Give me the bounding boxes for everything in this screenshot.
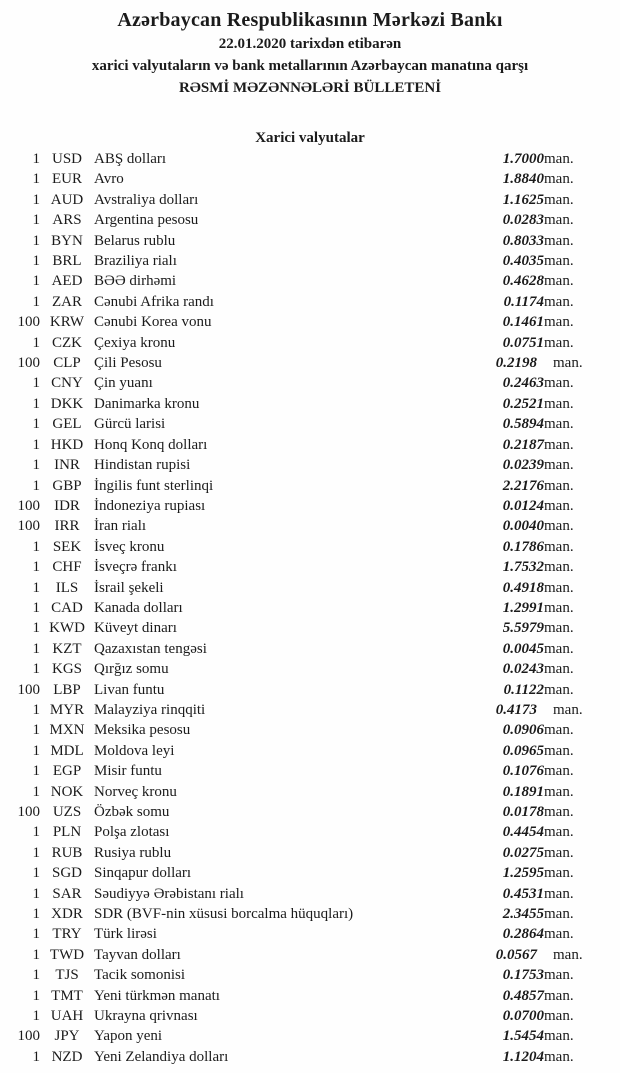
- currency-code-cell: NZD: [51, 1048, 83, 1065]
- currency-name-cell: Moldova leyi: [94, 742, 175, 759]
- quantity-cell: 100: [17, 681, 40, 698]
- unit-label-cell: man.: [544, 620, 574, 637]
- unit-label-cell: man.: [544, 1048, 574, 1065]
- currency-name-cell: Meksika pesosu: [94, 722, 191, 739]
- currency-code-cell: CAD: [51, 599, 83, 616]
- section-title-foreign-currencies: Xarici valyutalar: [255, 130, 365, 146]
- rate-value-cell: 0.0124: [502, 497, 544, 514]
- currency-row: [0, 537, 598, 557]
- currency-row: [0, 1006, 598, 1026]
- currency-row: [0, 394, 598, 414]
- currency-row: [0, 782, 598, 802]
- quantity-cell: 1: [32, 865, 40, 882]
- rate-value-cell: 0.0965: [502, 742, 544, 759]
- currency-row: [0, 578, 598, 598]
- currency-name-cell: Honq Konq dolları: [94, 436, 208, 453]
- quantity-cell: 100: [17, 518, 40, 535]
- quantity-cell: 1: [32, 1008, 40, 1025]
- unit-label-cell: man.: [544, 906, 574, 923]
- quantity-cell: 1: [32, 926, 40, 943]
- rate-value-cell: 1.1204: [502, 1048, 544, 1065]
- currency-name-cell: Səudiyyə Ərəbistanı rialı: [94, 885, 244, 902]
- currency-name-cell: Türk lirəsi: [94, 926, 157, 943]
- currency-name-cell: Rusiya rublu: [94, 844, 172, 861]
- currency-code-cell: GBP: [52, 477, 82, 494]
- currency-row: [0, 965, 598, 985]
- currency-row: [0, 312, 598, 332]
- currency-name-cell: BƏƏ dirhəmi: [94, 273, 177, 290]
- rate-value-cell: 1.2991: [502, 599, 544, 616]
- quantity-cell: 1: [32, 559, 40, 576]
- unit-label-cell: man.: [544, 375, 574, 392]
- unit-label-cell: man.: [544, 763, 574, 780]
- currency-code-cell: CHF: [52, 559, 82, 576]
- quantity-cell: 1: [32, 946, 40, 963]
- quantity-cell: 1: [32, 273, 40, 290]
- currency-name-cell: Çin yuanı: [94, 375, 153, 392]
- currency-row: [0, 945, 598, 965]
- rate-value-cell: 1.8840: [502, 171, 544, 188]
- currency-code-cell: GEL: [52, 416, 82, 433]
- currency-name-cell: SDR (BVF-nin xüsusi borcalma hüquqları): [94, 906, 354, 923]
- currency-name-cell: Malayziya rinqqiti: [94, 701, 206, 718]
- currency-name-cell: Yeni türkmən manatı: [94, 987, 220, 1004]
- quantity-cell: 1: [32, 191, 40, 208]
- currency-row: [0, 618, 598, 638]
- currency-code-cell: HKD: [50, 436, 84, 453]
- rate-value-cell: 0.2187: [502, 436, 544, 453]
- currency-name-cell: Küveyt dinarı: [94, 620, 177, 637]
- rate-value-cell: 0.1174: [503, 293, 544, 310]
- rate-value-cell: 0.2463: [502, 375, 544, 392]
- unit-label-cell: man.: [544, 293, 574, 310]
- currency-code-cell: BRL: [52, 253, 82, 270]
- unit-label-cell: man.: [544, 436, 574, 453]
- unit-label-cell: man.: [544, 212, 574, 229]
- unit-label-cell: man.: [544, 599, 574, 616]
- unit-label-cell: man.: [544, 722, 574, 739]
- currency-name-cell: Qazaxıstan tengəsi: [94, 640, 207, 657]
- currency-name-cell: Misir funtu: [94, 763, 162, 780]
- unit-label-cell: man.: [544, 273, 574, 290]
- quantity-cell: 1: [32, 599, 40, 616]
- currency-code-cell: IRR: [54, 518, 80, 535]
- currency-name-cell: Yeni Zelandiya dolları: [94, 1048, 229, 1065]
- effective-date-line: 22.01.2020 tarixdən etibarən: [218, 36, 402, 52]
- currency-code-cell: ARS: [52, 212, 82, 229]
- quantity-cell: 1: [32, 844, 40, 861]
- currency-row: [0, 169, 598, 189]
- currency-row: [0, 292, 598, 312]
- currency-row: [0, 190, 598, 210]
- currency-code-cell: KRW: [49, 314, 85, 331]
- currency-row: [0, 373, 598, 393]
- exchange-rate-table: [0, 149, 598, 1067]
- currency-row: [0, 884, 598, 904]
- currency-row: [0, 1026, 598, 1046]
- unit-label-cell: man.: [544, 334, 574, 351]
- currency-code-cell: ILS: [55, 579, 79, 596]
- rate-value-cell: 0.4628: [502, 273, 544, 290]
- currency-row: [0, 516, 598, 536]
- currency-row: [0, 822, 598, 842]
- rate-value-cell: 1.7532: [502, 559, 544, 576]
- quantity-cell: 1: [32, 293, 40, 310]
- currency-row: [0, 333, 598, 353]
- currency-code-cell: USD: [51, 151, 82, 167]
- quantity-cell: 1: [32, 824, 40, 841]
- currency-name-cell: İsveç kronu: [94, 538, 165, 555]
- rate-value-cell: 0.2198: [495, 355, 537, 372]
- unit-label-cell: man.: [544, 518, 574, 535]
- rate-value-cell: 2.2176: [502, 477, 544, 494]
- unit-label-cell: man.: [544, 314, 574, 331]
- currency-name-cell: Cənubi Afrika randı: [94, 293, 214, 310]
- currency-row: [0, 435, 598, 455]
- unit-label-cell: man.: [544, 579, 574, 596]
- currency-row: [0, 210, 598, 230]
- currency-code-cell: TMT: [51, 987, 83, 1004]
- currency-row: [0, 271, 598, 291]
- currency-code-cell: RUB: [51, 844, 83, 861]
- unit-label-cell: man.: [544, 416, 574, 433]
- rate-value-cell: 0.4531: [502, 885, 544, 902]
- unit-label-cell: man.: [544, 926, 574, 943]
- currency-name-cell: Danimarka kronu: [94, 395, 200, 412]
- currency-name-cell: Argentina pesosu: [94, 212, 199, 229]
- currency-row: [0, 353, 598, 373]
- unit-label-cell: man.: [544, 1008, 574, 1025]
- currency-row: [0, 659, 598, 679]
- currency-name-cell: Çexiya kronu: [94, 334, 176, 351]
- subtitle-line: xarici valyutaların və bank metallarının Azərbaycan manatına qarşı: [91, 58, 529, 74]
- unit-label-cell: man.: [544, 967, 574, 984]
- unit-label-cell: man.: [544, 987, 574, 1004]
- currency-code-cell: UZS: [52, 804, 82, 820]
- currency-code-cell: NOK: [50, 783, 84, 800]
- currency-name-cell: Sinqapur dolları: [94, 865, 192, 882]
- currency-code-cell: UAH: [50, 1008, 84, 1025]
- currency-name-cell: Polşa zlotası: [94, 824, 170, 841]
- rate-value-cell: 0.1461: [502, 314, 544, 331]
- currency-name-cell: Avro: [94, 171, 124, 188]
- unit-label-cell: man.: [544, 457, 574, 474]
- currency-code-cell: PLN: [52, 824, 82, 841]
- unit-label-cell: man.: [544, 1028, 574, 1045]
- quantity-cell: 1: [32, 436, 40, 453]
- unit-label-cell: man.: [544, 844, 574, 861]
- currency-name-cell: İran rialı: [94, 518, 147, 535]
- quantity-cell: 1: [32, 375, 40, 392]
- quantity-cell: 1: [32, 395, 40, 412]
- currency-name-cell: Braziliya rialı: [94, 253, 177, 270]
- currency-name-cell: Ukrayna qrivnası: [94, 1008, 198, 1025]
- currency-code-cell: INR: [54, 457, 80, 474]
- rate-value-cell: 0.4173: [495, 701, 537, 718]
- currency-code-cell: CZK: [52, 334, 82, 351]
- quantity-cell: 1: [32, 1048, 40, 1065]
- quantity-cell: 1: [32, 334, 40, 351]
- rate-value-cell: 5.5979: [502, 620, 544, 637]
- quantity-cell: 100: [17, 497, 40, 514]
- currency-code-cell: MDL: [50, 742, 84, 759]
- rate-value-cell: 0.5894: [502, 416, 544, 433]
- currency-code-cell: SEK: [52, 538, 82, 555]
- rate-value-cell: 0.0243: [502, 661, 544, 678]
- bank-title: Azərbaycan Respublikasının Mərkəzi Bankı: [117, 9, 503, 31]
- rate-value-cell: 0.0040: [502, 518, 544, 535]
- unit-label-cell: man.: [544, 538, 574, 555]
- rate-value-cell: 1.1625: [502, 191, 544, 208]
- quantity-cell: 1: [32, 987, 40, 1004]
- currency-code-cell: CLP: [53, 355, 81, 372]
- currency-name-cell: Norveç kronu: [94, 783, 177, 800]
- currency-code-cell: BYN: [51, 232, 83, 249]
- unit-label-cell: man.: [544, 253, 574, 270]
- currency-code-cell: DKK: [50, 395, 84, 412]
- currency-code-cell: TJS: [55, 967, 79, 984]
- rate-value-cell: 1.5454: [502, 1028, 544, 1045]
- currency-name-cell: Livan funtu: [94, 681, 165, 698]
- quantity-cell: 100: [17, 804, 40, 820]
- currency-name-cell: İsrail şekeli: [94, 579, 164, 596]
- quantity-cell: 1: [32, 579, 40, 596]
- unit-label-cell: man.: [544, 885, 574, 902]
- currency-code-cell: MXN: [49, 722, 85, 739]
- currency-code-cell: LBP: [53, 681, 81, 698]
- currency-name-cell: Çili Pesosu: [94, 355, 162, 372]
- quantity-cell: 1: [32, 416, 40, 433]
- unit-label-cell: man.: [553, 946, 583, 963]
- currency-row: [0, 802, 598, 822]
- currency-name-cell: Belarus rublu: [94, 232, 176, 249]
- unit-label-cell: man.: [544, 824, 574, 841]
- unit-label-cell: man.: [544, 783, 574, 800]
- currency-row: [0, 986, 598, 1006]
- rate-value-cell: 0.1076: [502, 763, 544, 780]
- currency-row: [0, 557, 598, 577]
- rate-value-cell: 0.0283: [502, 212, 544, 229]
- quantity-cell: 100: [17, 314, 40, 331]
- currency-name-cell: Gürcü larisi: [94, 416, 166, 433]
- currency-name-cell: Tayvan dolları: [94, 946, 181, 963]
- rate-value-cell: 1.7000: [502, 151, 544, 167]
- currency-code-cell: SGD: [51, 865, 82, 882]
- rate-value-cell: 0.1786: [502, 538, 544, 555]
- quantity-cell: 1: [32, 457, 40, 474]
- rate-value-cell: 0.0700: [502, 1008, 544, 1025]
- unit-label-cell: man.: [544, 232, 574, 249]
- quantity-cell: 1: [32, 742, 40, 759]
- rate-value-cell: 0.1753: [502, 967, 544, 984]
- rate-value-cell: 0.2521: [502, 395, 544, 412]
- rate-value-cell: 0.4918: [502, 579, 544, 596]
- quantity-cell: 1: [32, 477, 40, 494]
- quantity-cell: 1: [32, 661, 40, 678]
- currency-name-cell: Özbək somu: [94, 804, 170, 820]
- unit-label-cell: man.: [544, 559, 574, 576]
- currency-code-cell: EUR: [52, 171, 82, 188]
- currency-row: [0, 149, 598, 169]
- unit-label-cell: man.: [544, 742, 574, 759]
- currency-code-cell: ZAR: [52, 293, 82, 310]
- quantity-cell: 1: [32, 151, 40, 167]
- quantity-cell: 1: [32, 232, 40, 249]
- unit-label-cell: man.: [544, 395, 574, 412]
- quantity-cell: 1: [32, 538, 40, 555]
- currency-name-cell: Qırğız somu: [94, 661, 169, 678]
- unit-label-cell: man.: [544, 865, 574, 882]
- rate-value-cell: 0.0751: [502, 334, 544, 351]
- rate-value-cell: 0.8033: [502, 232, 544, 249]
- quantity-cell: 1: [32, 701, 40, 718]
- currency-name-cell: Avstraliya dolları: [94, 191, 199, 208]
- unit-label-cell: man.: [544, 191, 574, 208]
- quantity-cell: 1: [32, 620, 40, 637]
- currency-code-cell: KGS: [51, 661, 82, 678]
- rate-value-cell: 2.3455: [502, 906, 544, 923]
- quantity-cell: 1: [32, 967, 40, 984]
- currency-name-cell: Kanada dolları: [94, 599, 183, 616]
- currency-code-cell: KWD: [49, 620, 85, 637]
- currency-row: [0, 680, 598, 700]
- currency-row: [0, 741, 598, 761]
- rate-value-cell: 0.0906: [502, 722, 544, 739]
- currency-row: [0, 863, 598, 883]
- quantity-cell: 1: [32, 171, 40, 188]
- currency-row: [0, 761, 598, 781]
- currency-code-cell: TWD: [49, 946, 85, 963]
- quantity-cell: 1: [32, 783, 40, 800]
- unit-label-cell: man.: [544, 497, 574, 514]
- currency-code-cell: EGP: [52, 763, 82, 780]
- rate-value-cell: 0.4035: [502, 253, 544, 270]
- bulletin-title-line: RƏSMİ MƏZƏNNƏLƏRİ BÜLLETENİ: [178, 80, 442, 96]
- unit-label-cell: man.: [544, 640, 574, 657]
- rate-value-cell: 0.0275: [502, 844, 544, 861]
- unit-label-cell: man.: [544, 661, 574, 678]
- currency-name-cell: İndoneziya rupiası: [94, 497, 206, 514]
- currency-row: [0, 904, 598, 924]
- rate-value-cell: 0.2864: [502, 926, 544, 943]
- unit-label-cell: man.: [544, 681, 574, 698]
- currency-row: [0, 924, 598, 944]
- unit-label-cell: man.: [553, 701, 583, 718]
- currency-code-cell: JPY: [54, 1028, 80, 1045]
- quantity-cell: 1: [32, 906, 40, 923]
- currency-code-cell: IDR: [54, 497, 80, 514]
- currency-code-cell: MYR: [49, 701, 85, 718]
- currency-code-cell: CNY: [51, 375, 83, 392]
- unit-label-cell: man.: [544, 151, 574, 167]
- unit-label-cell: man.: [544, 477, 574, 494]
- currency-row: [0, 231, 598, 251]
- currency-code-cell: XDR: [51, 906, 83, 923]
- currency-row: [0, 1047, 598, 1067]
- quantity-cell: 1: [32, 885, 40, 902]
- currency-row: [0, 496, 598, 516]
- rate-value-cell: 0.4454: [502, 824, 544, 841]
- currency-code-cell: AED: [51, 273, 83, 290]
- quantity-cell: 1: [32, 763, 40, 780]
- rate-value-cell: 0.0567: [495, 946, 537, 963]
- rate-value-cell: 0.0178: [502, 804, 544, 820]
- quantity-cell: 1: [32, 212, 40, 229]
- currency-row: [0, 843, 598, 863]
- unit-label-cell: man.: [544, 171, 574, 188]
- currency-row: [0, 720, 598, 740]
- currency-row: [0, 476, 598, 496]
- currency-name-cell: İsveçrə frankı: [94, 559, 177, 576]
- currency-name-cell: ABŞ dolları: [94, 151, 167, 167]
- rate-value-cell: 1.2595: [502, 865, 544, 882]
- quantity-cell: 100: [17, 355, 40, 372]
- quantity-cell: 100: [17, 1028, 40, 1045]
- currency-code-cell: SAR: [52, 885, 82, 902]
- unit-label-cell: man.: [544, 804, 574, 820]
- currency-row: [0, 414, 598, 434]
- unit-label-cell: man.: [553, 355, 583, 372]
- currency-name-cell: Hindistan rupisi: [94, 457, 191, 474]
- rate-value-cell: 0.4857: [502, 987, 544, 1004]
- rate-value-cell: 0.0045: [502, 640, 544, 657]
- currency-name-cell: İngilis funt sterlinqi: [94, 477, 214, 494]
- rate-value-cell: 0.0239: [502, 457, 544, 474]
- currency-row: [0, 455, 598, 475]
- rate-value-cell: 0.1122: [503, 681, 544, 698]
- quantity-cell: 1: [32, 722, 40, 739]
- quantity-cell: 1: [32, 253, 40, 270]
- rate-value-cell: 0.1891: [502, 783, 544, 800]
- currency-code-cell: TRY: [52, 926, 82, 943]
- currency-row: [0, 598, 598, 618]
- currency-row: [0, 251, 598, 271]
- currency-name-cell: Cənubi Korea vonu: [94, 314, 212, 331]
- currency-name-cell: Yapon yeni: [94, 1028, 163, 1045]
- currency-row: [0, 639, 598, 659]
- currency-code-cell: AUD: [50, 191, 84, 208]
- currency-code-cell: KZT: [52, 640, 82, 657]
- currency-name-cell: Tacik somonisi: [94, 967, 186, 984]
- currency-row: [0, 700, 598, 720]
- quantity-cell: 1: [32, 640, 40, 657]
